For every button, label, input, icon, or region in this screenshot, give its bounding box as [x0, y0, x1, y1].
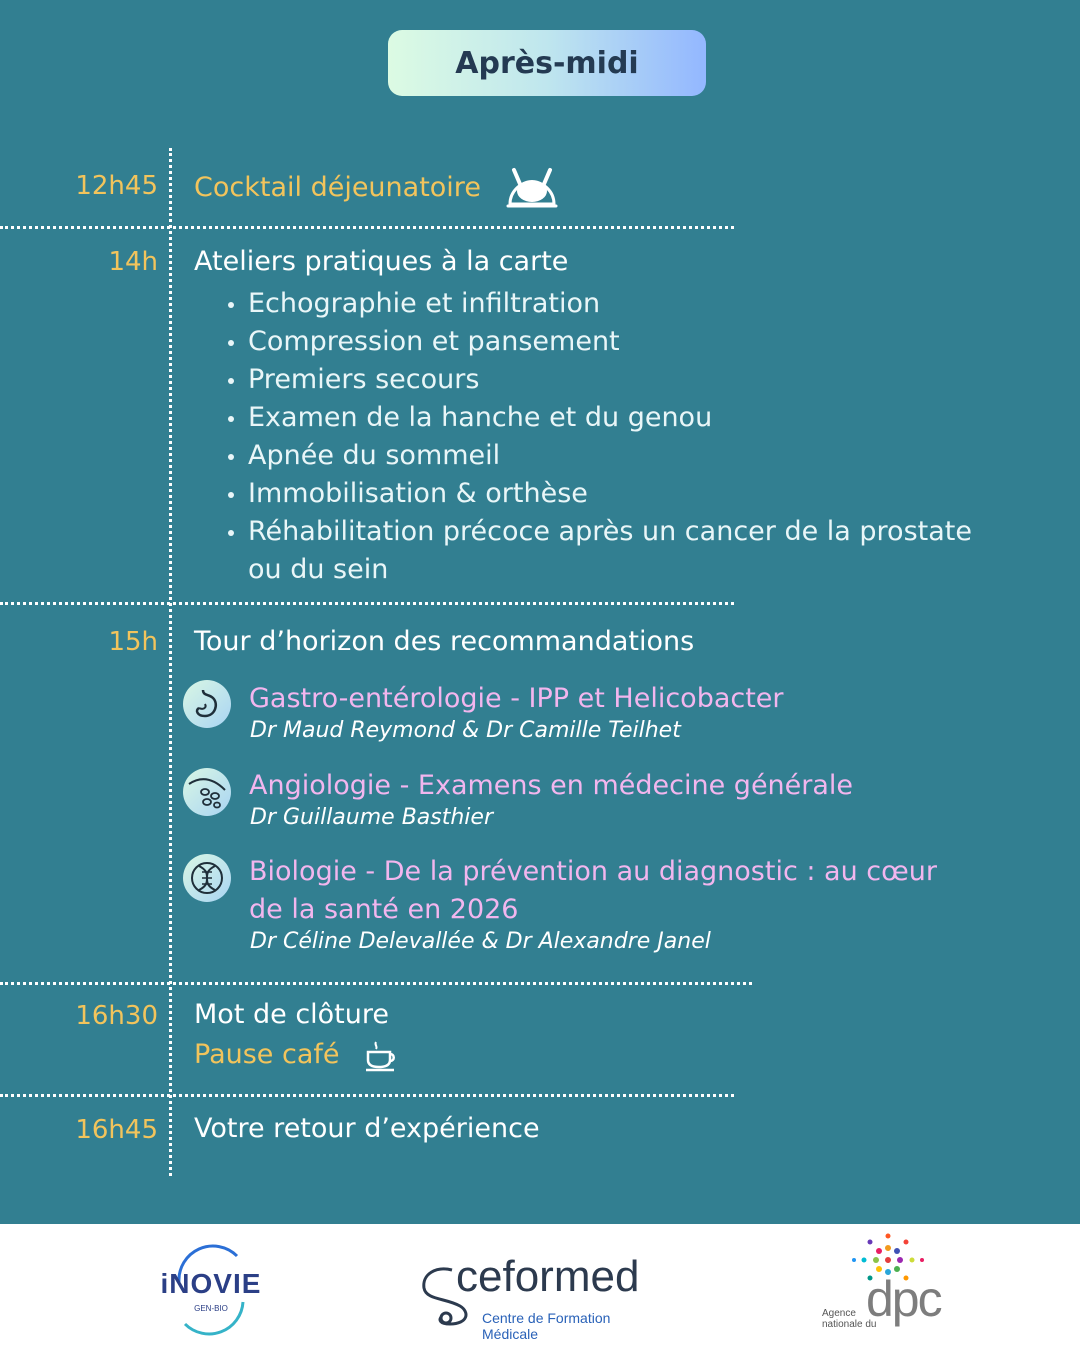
row-divider	[0, 1094, 734, 1097]
talk-title-line-2: de la santé en 2026	[249, 894, 519, 925]
talk-speaker: Dr Céline Delevallée & Dr Alexandre Janel	[250, 929, 711, 954]
event-title: Votre retour d’expérience	[194, 1113, 540, 1144]
event-title: Tour d’horizon des recommandations	[194, 626, 695, 657]
workshop-item: Immobilisation & orthèse	[226, 475, 972, 513]
section-badge	[388, 30, 706, 96]
workshop-item-continuation: ou du sein	[248, 554, 389, 585]
talk-speaker: Dr Guillaume Basthier	[250, 805, 493, 830]
dining-icon	[506, 164, 558, 210]
time-label: 16h45	[75, 1115, 158, 1145]
coffee-cup-icon	[364, 1040, 400, 1072]
time-label: 14h	[108, 247, 158, 277]
stomach-icon	[183, 680, 231, 728]
workshop-item: Réhabilitation précoce après un cancer de la prostate	[226, 513, 972, 551]
event-subtitle: Pause café	[194, 1039, 340, 1070]
dpc-logo: dpc Agence nationale du	[822, 1230, 942, 1340]
time-label: 12h45	[75, 171, 158, 201]
footer	[0, 1224, 1080, 1350]
time-label: 16h30	[75, 1001, 158, 1031]
talk-title: Gastro-entérologie - IPP et Helicobacter	[249, 683, 784, 714]
timeline-vertical-divider	[169, 148, 172, 1176]
talk-speaker: Dr Maud Reymond & Dr Camille Teilhet	[250, 718, 681, 743]
time-label: 15h	[108, 627, 158, 657]
workshop-item: Examen de la hanche et du genou	[226, 399, 972, 437]
workshop-item: Apnée du sommeil	[226, 437, 972, 475]
workshop-item: Echographie et infiltration	[226, 285, 972, 323]
talk-title: Angiologie - Examens en médecine générale	[249, 770, 854, 801]
workshop-list	[226, 285, 972, 589]
event-title: Cocktail déjeunatoire	[194, 172, 481, 203]
section-label: Après-midi	[455, 45, 639, 81]
event-title: Ateliers pratiques à la carte	[194, 246, 569, 277]
inovie-logo: iNOVIE GEN-BIO	[146, 1238, 276, 1338]
row-divider	[0, 602, 734, 605]
dna-icon	[183, 854, 231, 902]
talk-title-line-1: Biologie - De la prévention au diagnostic : au cœur	[249, 856, 937, 887]
ceformed-logo: ceformed Centre de Formation Médicale	[420, 1248, 670, 1338]
blood-vessel-icon	[183, 768, 231, 816]
workshop-item: Compression et pansement	[226, 323, 972, 361]
event-title: Mot de clôture	[194, 999, 389, 1030]
row-divider	[0, 982, 752, 985]
row-divider	[0, 226, 734, 229]
workshop-item: Premiers secours	[226, 361, 972, 399]
